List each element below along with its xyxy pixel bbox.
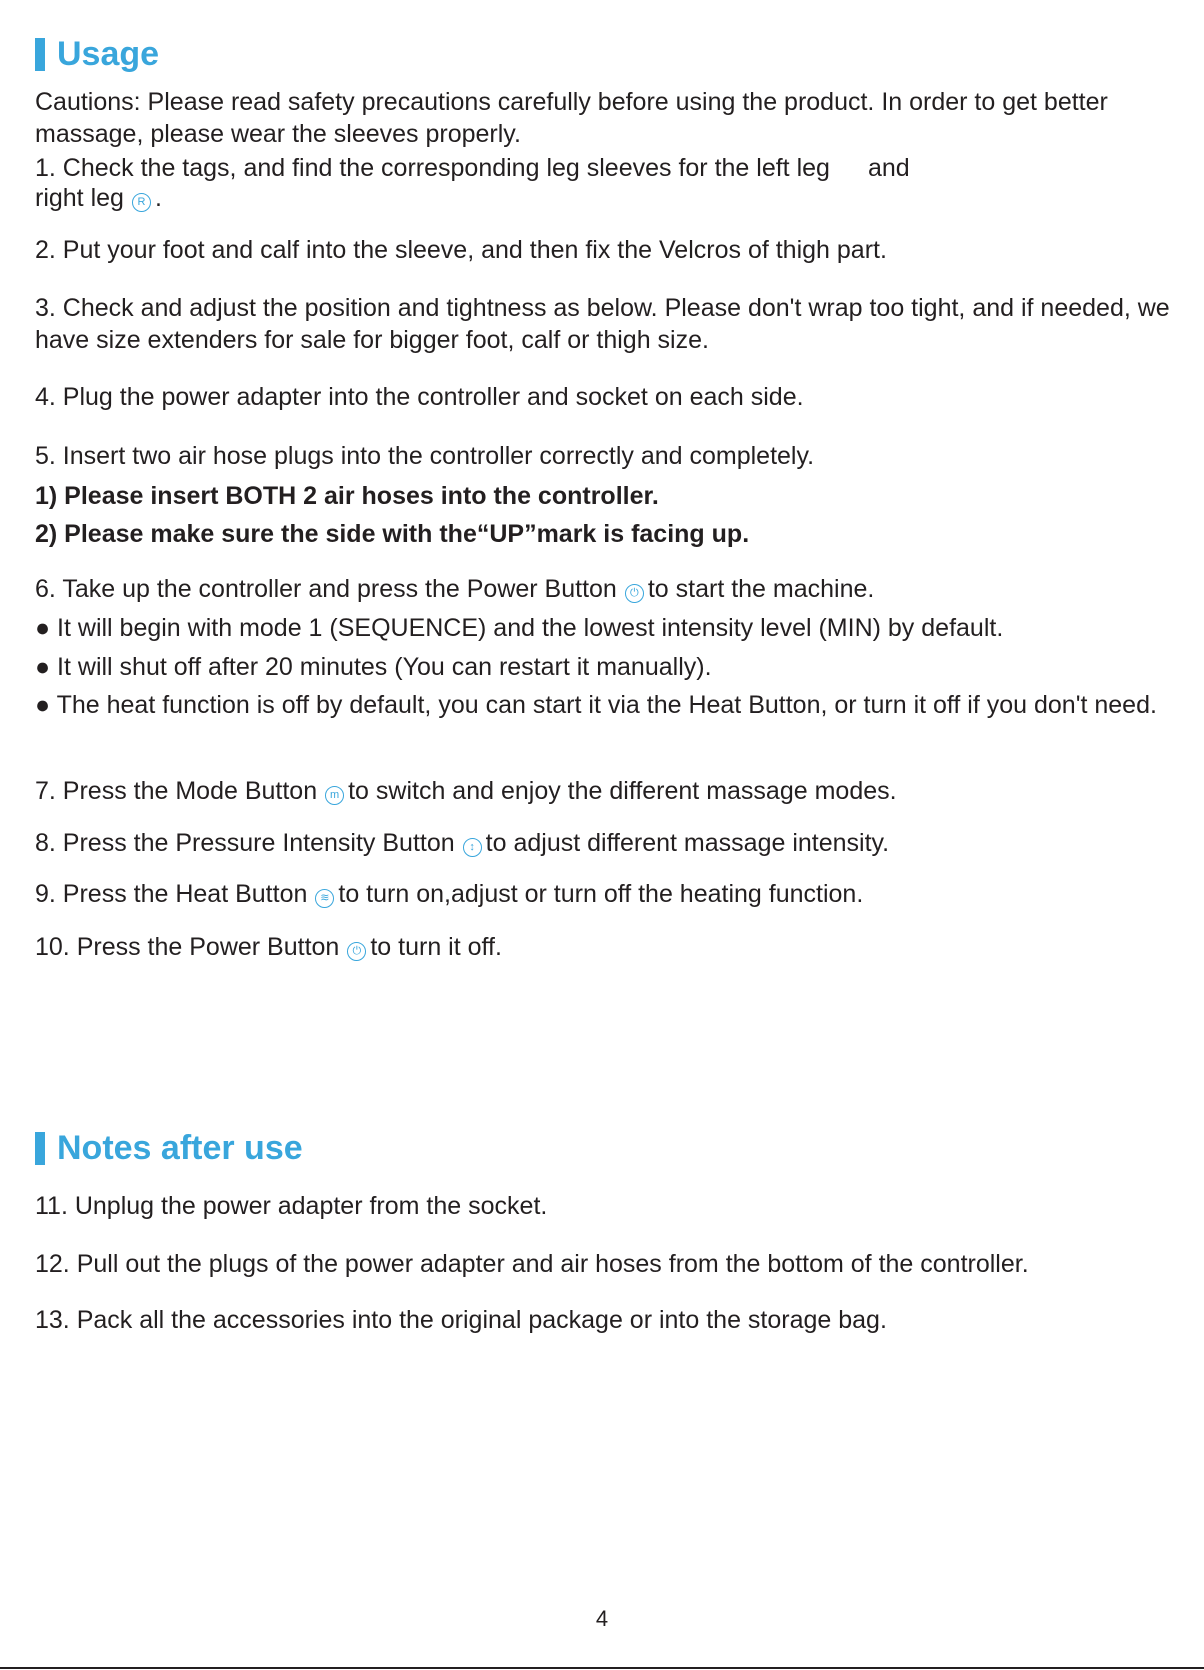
step-6-text: 6. Take up the controller and press the Power Button [35, 575, 617, 603]
step-4: 4. Plug the power adapter into the controller and socket on each side. [35, 383, 804, 411]
step-9-text-end: to turn on,adjust or turn off the heating function. [338, 880, 864, 908]
step-1-line-2 [35, 182, 1175, 214]
step-10 [35, 931, 1175, 963]
mode-button-icon: m [325, 786, 344, 805]
step-10-text-end: to turn it off. [370, 933, 502, 961]
step-6-text-end: to start the machine. [647, 575, 875, 603]
notes-heading-text: Notes after use [57, 1129, 303, 1167]
step-7 [35, 775, 1175, 807]
step-13: 13. Pack all the accessories into the original package or into the storage bag. [35, 1306, 887, 1334]
step-1-right-leg: right leg [35, 184, 124, 212]
step-8 [35, 827, 1175, 859]
power-button-icon: ⏻ [347, 942, 366, 961]
usage-heading-text: Usage [57, 35, 160, 73]
step-8-text-end: to adjust different massage intensity. [485, 829, 890, 857]
step-8-text: 8. Press the Pressure Intensity Button [35, 829, 455, 857]
step-1-text: 1. Check the tags, and find the corresponding leg sleeves for the left leg [35, 154, 830, 182]
step-1-line-1 [35, 152, 1175, 184]
intensity-button-icon: ↕ [463, 838, 482, 857]
step-6 [35, 573, 1175, 605]
step-9 [35, 878, 1175, 910]
step-12: 12. Pull out the plugs of the power adapter and air hoses from the bottom of the controller. [35, 1250, 1029, 1278]
right-leg-tag-icon: R [132, 193, 151, 212]
step-5: 5. Insert two air hose plugs into the controller correctly and completely. [35, 442, 815, 470]
bullet-heat-default: ● The heat function is off by default, you can start it via the Heat Button, or turn it off if you don't need. [35, 691, 1157, 719]
step-2: 2. Put your foot and calf into the sleeve, and then fix the Velcros of thigh part. [35, 236, 887, 264]
hose-note-1: 1) Please insert BOTH 2 air hoses into the controller. [35, 482, 659, 510]
hose-note-2: 2) Please make sure the side with the“UP”mark is facing up. [35, 520, 750, 548]
heading-accent-bar [35, 1132, 45, 1165]
step-3: 3. Check and adjust the position and tightness as below. Please don't wrap too tight, and if needed, we have size extenders for sale for bigger foot, calf or thigh size. [35, 294, 1170, 354]
bullet-default-mode: ● It will begin with mode 1 (SEQUENCE) and the lowest intensity level (MIN) by default. [35, 614, 1004, 642]
page-number: 4 [595, 1606, 609, 1631]
heat-button-icon: ≋ [315, 889, 334, 908]
power-button-icon: ⏻ [625, 584, 644, 603]
step-1-and: and [867, 154, 910, 182]
page-bottom-rule [0, 1667, 1204, 1669]
step-7-text: 7. Press the Mode Button [35, 777, 318, 805]
step-9-text: 9. Press the Heat Button [35, 880, 308, 908]
step-11: 11. Unplug the power adapter from the socket. [35, 1192, 548, 1220]
step-10-text: 10. Press the Power Button [35, 933, 340, 961]
usage-heading [35, 34, 159, 74]
step-7-text-end: to switch and enjoy the different massage modes. [348, 777, 897, 805]
heading-accent-bar [35, 38, 45, 71]
bullet-auto-shutoff: ● It will shut off after 20 minutes (You can restart it manually). [35, 653, 712, 681]
step-1-period: . [154, 184, 162, 212]
notes-heading [35, 1128, 303, 1168]
cautions-text: Cautions: Please read safety precautions carefully before using the product. In order to get better massage, please wear the sleeves properly. [35, 88, 1108, 148]
